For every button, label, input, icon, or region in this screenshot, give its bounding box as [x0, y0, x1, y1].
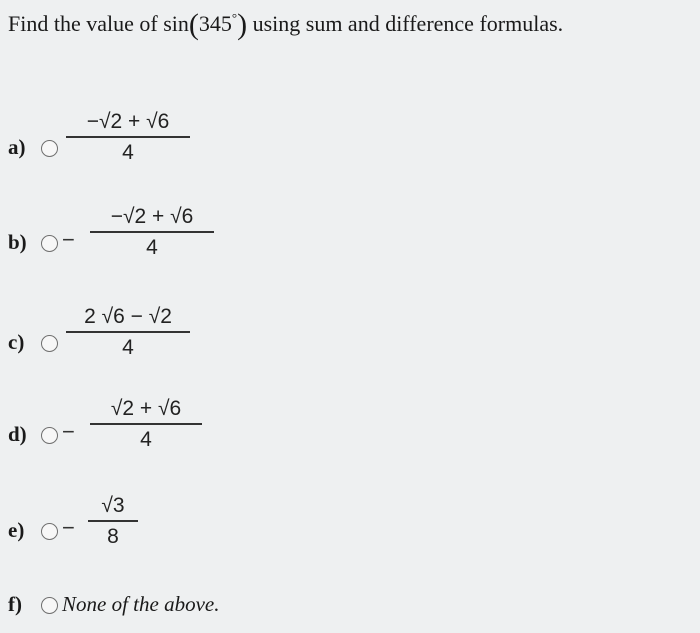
angle-value: 345	[198, 11, 232, 36]
question-text	[8, 8, 563, 42]
numerator: −√2 + √6	[110, 205, 194, 228]
fraction	[88, 494, 138, 549]
option-f[interactable]	[8, 590, 408, 620]
radio-button-e[interactable]	[41, 523, 58, 540]
option-a[interactable]	[8, 110, 408, 180]
option-c[interactable]	[8, 305, 408, 375]
radio-button-f[interactable]	[41, 597, 58, 614]
negative-sign: −	[62, 419, 75, 444]
fraction	[90, 397, 202, 452]
fraction-bar	[90, 423, 202, 425]
fraction	[66, 110, 190, 165]
denominator: 4	[122, 140, 134, 164]
option-letter: f)	[8, 592, 22, 616]
option-b[interactable]	[8, 205, 408, 275]
numerator: √3	[101, 494, 125, 517]
option-d[interactable]	[8, 397, 408, 467]
option-letter: a)	[8, 135, 26, 159]
radio-button-d[interactable]	[41, 427, 58, 444]
radio-button-c[interactable]	[41, 335, 58, 352]
numerator: √2 + √6	[110, 397, 182, 420]
fraction	[66, 305, 190, 360]
numerator: −√2 + √6	[86, 110, 170, 133]
radio-button-a[interactable]	[41, 140, 58, 157]
fraction-bar	[66, 331, 190, 333]
numerator: 2 √6 − √2	[84, 305, 172, 328]
question-prefix: Find the value of sin	[8, 11, 189, 36]
option-letter: d)	[8, 422, 27, 446]
degree-symbol: °	[231, 10, 238, 25]
open-paren: (	[188, 8, 199, 41]
option-e[interactable]	[8, 492, 408, 562]
option-letter: c)	[8, 330, 25, 354]
close-paren: )	[237, 8, 248, 41]
fraction-bar	[90, 231, 214, 233]
denominator: 4	[122, 335, 134, 359]
negative-sign: −	[62, 515, 75, 540]
option-letter: b)	[8, 230, 27, 254]
denominator: 8	[107, 524, 119, 548]
option-letter: e)	[8, 518, 25, 542]
negative-sign: −	[62, 227, 75, 252]
fraction-bar	[88, 520, 138, 522]
radio-button-b[interactable]	[41, 235, 58, 252]
option-text: None of the above.	[62, 592, 220, 616]
question-suffix: using sum and difference formulas.	[247, 11, 564, 36]
fraction	[90, 205, 214, 260]
denominator: 4	[140, 427, 152, 451]
denominator: 4	[146, 235, 158, 259]
fraction-bar	[66, 136, 190, 138]
